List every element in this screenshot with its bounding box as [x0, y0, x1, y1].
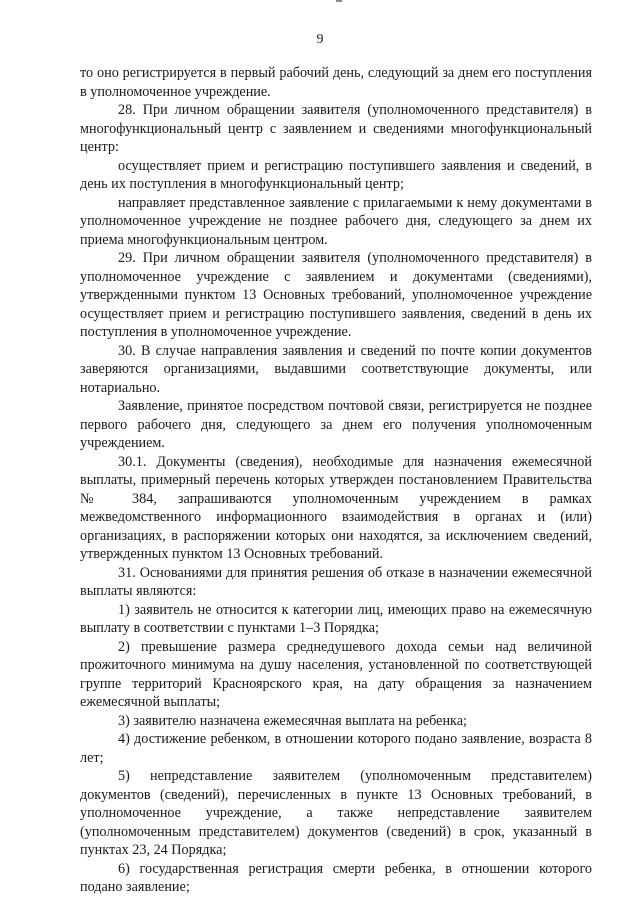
paragraph-31-item-1: 1) заявитель не относится к категории лиц, имеющих право на ежемесячную выплату в соответствии с пунктами 1–3 Порядка;: [80, 601, 592, 636]
paragraph-30: 30. В случае направления заявления и сведений по почте копии документов заверяются организациями, выдавшими соответствующие документы, или нотариально.: [80, 342, 592, 396]
paragraph-continuation: то оно регистрируется в первый рабочий день, следующий за днем его поступления в уполномоченное учреждение.: [80, 65, 592, 100]
paragraph-31-item-2: 2) превышение размера среднедушевого дохода семьи над величиной прожиточного минимума на душу населения, установленной по соответствующей группе территорий Красноярского края, на дату обращения за назначением ежемесячной выплаты;: [80, 638, 592, 710]
paragraph-30-postal: Заявление, принятое посредством почтовой связи, регистрируется не позднее первого рабочего дня, следующего за днем его получения уполномоченным учреждением.: [80, 398, 592, 451]
paragraph-31-item-6: 6) государственная регистрация смерти ребенка, в отношении которого подано заявление;: [80, 860, 592, 895]
paragraph-31-item-3: 3) заявителю назначена ежемесячная выплата на ребенка;: [118, 712, 467, 729]
document-body: [80, 64, 592, 897]
paragraph-29: 29. При личном обращении заявителя (уполномоченного представителя) в уполномоченное учреждение с заявлением и документами (сведениями), утвержденными пунктом 13 Основных требований, уполномоченное учреждение осуществляет прием и регистрацию поступившего заявления, сведений в день их поступления в уполномоченное учреждение.: [80, 250, 592, 340]
paragraph-28-item-1: осуществляет прием и регистрацию поступившего заявления и сведений, в день их поступления в многофункциональный центр;: [80, 157, 592, 192]
paragraph-30-1: 30.1. Документы (сведения), необходимые для назначения ежемесячной выплаты, примерный перечень которых утвержден постановлением Правительства № 384, запрашиваются уполномоченным учреждением в рамках межведомственного информационного взаимодействия в органах и (или) организациях, в распоряжении которых они находятся, за исключением сведений, утвержденных пунктом 13 Основных требований.: [80, 453, 592, 562]
paragraph-28-item-2: направляет представленное заявление с прилагаемыми к нему документами в уполномоченное учреждение не позднее рабочего дня, следующего за днем их приема многофункциональным центром.: [80, 194, 592, 248]
paragraph-28: 28. При личном обращении заявителя (уполномоченного представителя) в многофункциональный центр с заявлением и сведениями многофункциональный центр:: [80, 102, 592, 155]
page-number: 9: [316, 32, 324, 47]
scan-mark: [336, 0, 342, 2]
paragraph-31-item-4: 4) достижение ребенком, в отношении которого подано заявление, возраста 8 лет;: [80, 731, 592, 766]
paragraph-31-item-5: 5) непредставление заявителем (уполномоченным представителем) документов (сведений), перечисленных в пункте 13 Основных требований, в уполномоченное учреждение, а также непредставление заявителем (уполномоченным представителем) документов (сведений) в срок, указанный в пунктах 23, 24 Порядка;: [80, 768, 592, 858]
paragraph-31: 31. Основаниями для принятия решения об отказе в назначении ежемесячной выплаты являются:: [80, 564, 592, 599]
